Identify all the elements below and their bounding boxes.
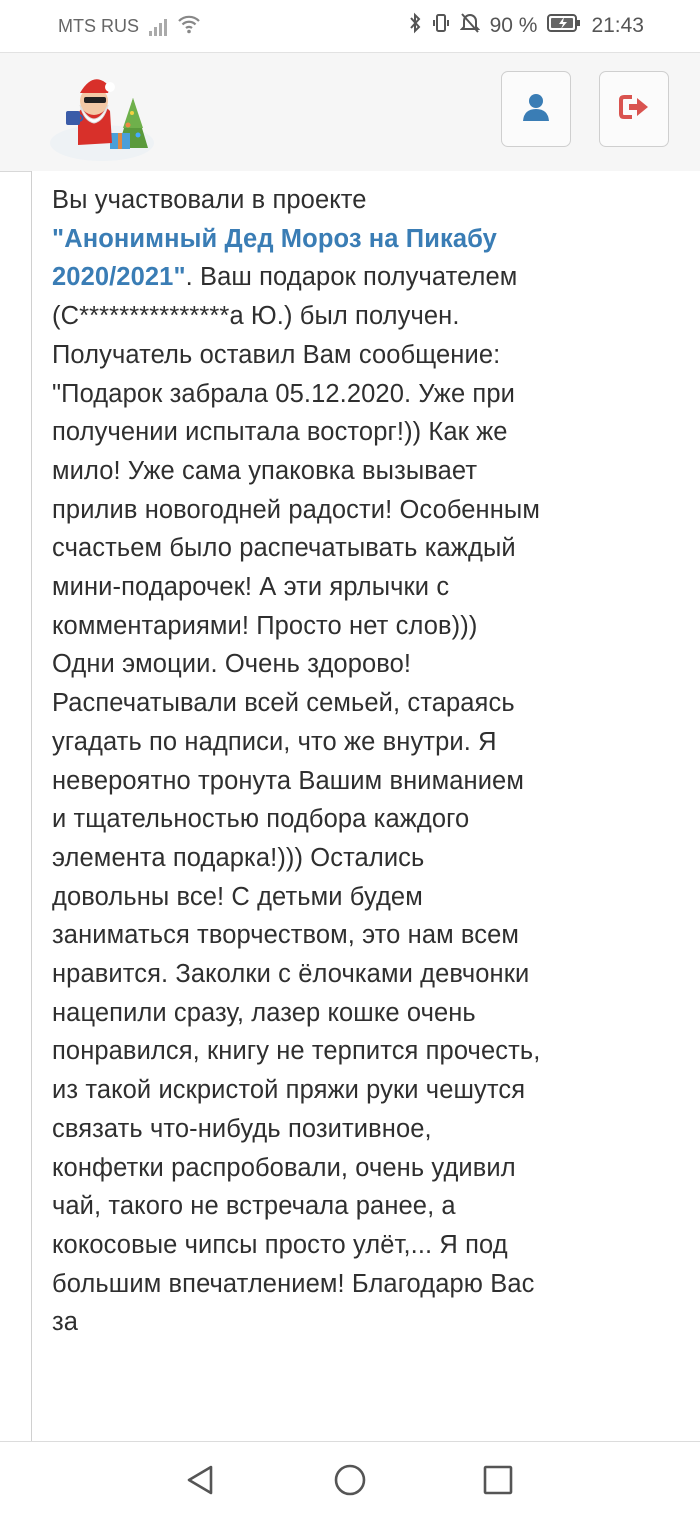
recents-icon: [483, 1465, 513, 1500]
battery-percent: 90 %: [489, 14, 538, 37]
clock: 21:43: [591, 14, 644, 37]
profile-button[interactable]: [501, 71, 571, 147]
logout-button[interactable]: [599, 71, 669, 147]
bluetooth-icon: [408, 12, 422, 40]
status-bar-right: [408, 12, 644, 40]
status-bar: [0, 0, 700, 52]
carrier-label: MTS RUS: [58, 16, 139, 36]
right-margin: [552, 171, 700, 1441]
system-nav-bar: [0, 1441, 700, 1518]
status-bar-left: [58, 14, 201, 39]
logout-icon: [618, 93, 650, 126]
back-icon: [185, 1464, 215, 1501]
recipient-intro: Получатель оставил Вам сообщение:: [52, 340, 501, 369]
home-button[interactable]: [330, 1462, 370, 1502]
back-button[interactable]: [180, 1462, 220, 1502]
signal-icon: [149, 18, 167, 36]
vibrate-icon: [432, 12, 450, 40]
santa-logo[interactable]: [48, 63, 162, 163]
home-icon: [333, 1463, 367, 1502]
message-intro: Вы участвовали в проекте: [52, 186, 367, 214]
battery-icon: [547, 13, 581, 39]
recents-button[interactable]: [478, 1462, 518, 1502]
recipient-message: "Подарок забрала 05.12.2020. Уже при получении испытала восторг!)) Как же мило! Уже сама упаковка вызывает прилив новогодней радости! Особенным счастьем было распечатывать каждый мини-подарочек! А эти ярлычки с комментариями! Просто нет слов))) Одни эмоции. Очень здорово! Распечатывали всей семьей, стараясь угадать по надписи, что же внутри. Я невероятно тронута Вашим вниманием и тщательностью подбора каждого элемента подарка!))) Остались довольны все! С детьми будем заниматься творчеством, это нам всем нравится. Заколки с ёлочками девчонки нацепили сразу, лазер кошке очень понравился, книгу не терпится прочесть, из такой искристой пряжи руки чешутся связать что-нибудь позитивное, конфетки распробовали, очень удивил чай, такого не встречала ранее, а кокосовые чипсы просто улёт,... Я под большим впечатлением! Благодарю Вас за: [52, 379, 541, 1337]
app-header: [0, 52, 700, 172]
notification-message: [52, 181, 542, 1342]
wifi-icon: [177, 14, 201, 39]
mute-bell-icon: [460, 12, 480, 40]
user-icon: [521, 92, 551, 127]
message-status: . Ваш подарок получателем (С***************а Ю.) был получен.: [52, 263, 518, 331]
message-panel: [31, 171, 554, 1441]
project-link[interactable]: "Анонимный Дед Мороз на Пикабу 2020/2021": [52, 224, 497, 292]
